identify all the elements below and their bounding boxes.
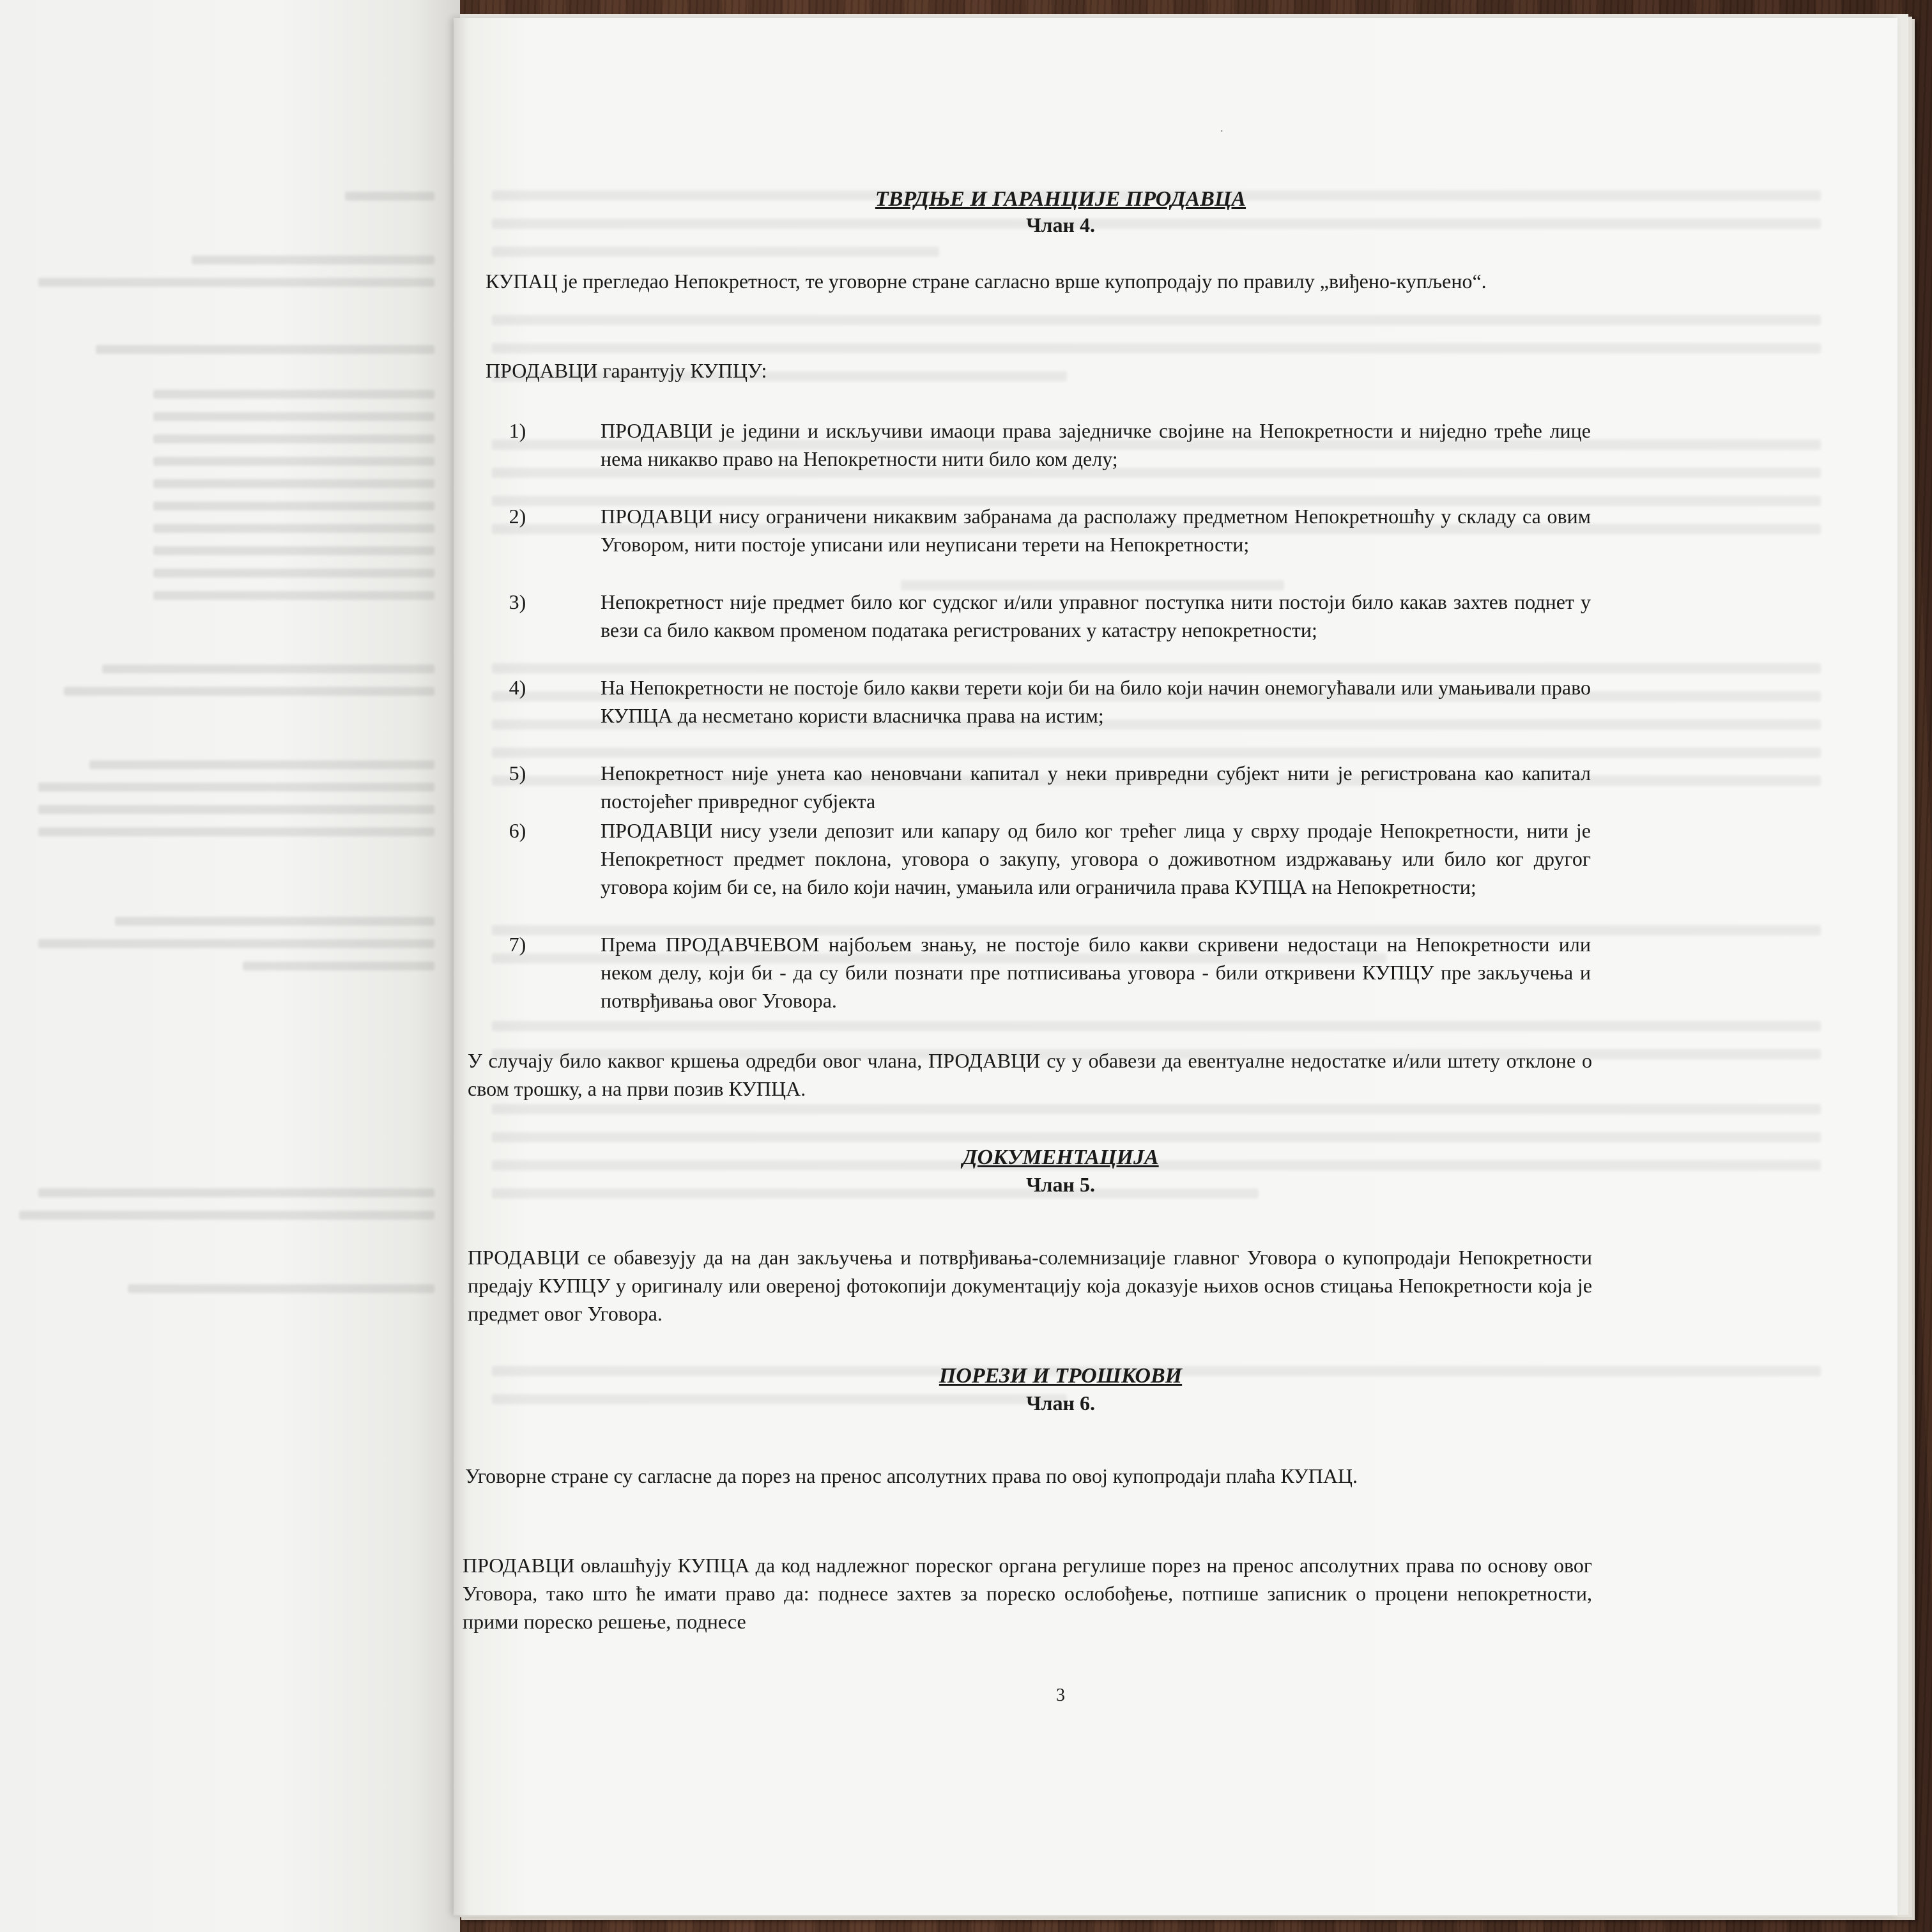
item-text: ПРОДАВЦИ је једини и искључиви имаоци права заједничке својине на Непокретности и ниједно треће лице нема никакво право на Непокретности нити било ком делу; xyxy=(601,419,1591,470)
section6-paragraph-2: ПРОДАВЦИ овлашћују КУПЦА да код надлежног пореског органа регулише порез на пренос апсолутних права по основу овог Уговора, тако што ће имати право да: поднесе захтев за пореско ослобођење, потпише записник о процени непокретности, прими пореско решење, поднесе xyxy=(463,1554,1592,1633)
item-number: 2) xyxy=(509,505,526,528)
section6-paragraph-1: Уговорне стране су сагласне да порез на пренос апсолутних права по овој купопродаји плаћа КУПАЦ. xyxy=(465,1464,1358,1487)
section4-paragraph-3: У случају било каквог кршења одредби овог члана, ПРОДАВЦИ су у обавези да евентуалне недостатке и/или штету отклоне о свом трошку, а на први позив КУПЦА. xyxy=(468,1049,1592,1100)
page-content xyxy=(454,18,1897,1915)
item-text: Према ПРОДАВЧЕВОМ најбољем знању, не постоје било какви скривени недостаци на Непокретности или неком делу, који би - да су били познати пре потписивања уговора - били откривени КУПЦУ пре закључења и потврђивања овог Уговора. xyxy=(601,933,1591,1012)
section5-heading: ДОКУМЕНТАЦИЈА xyxy=(962,1146,1159,1169)
item-text: ПРОДАВЦИ нису ограничени никаквим забранама да располажу предметном Непокретношћу у складу са овим Уговором, нити постоје уписани или неуписани терети на Непокретности; xyxy=(601,505,1591,556)
item-text: На Непокретности не постоје било какви терети који би на било који начин онемогућавали или умањивали право КУПЦА да несметано користи власничка права на истим; xyxy=(601,676,1591,727)
section6-heading: ПОРЕЗИ И ТРОШКОВИ xyxy=(939,1364,1183,1388)
item-number: 4) xyxy=(509,676,526,699)
item-number: 7) xyxy=(509,933,526,956)
item-number: 5) xyxy=(509,762,526,785)
item-number: 6) xyxy=(509,819,526,842)
item-text: Непокретност није унета као неновчани капитал у неки привредни субјект нити је регистрована као капитал постојећег привредног субјекта xyxy=(601,762,1591,813)
section4-heading: ТВРДЊЕ И ГАРАНЦИЈЕ ПРОДАВЦА xyxy=(875,187,1246,211)
section4-paragraph-2: ПРОДАВЦИ гарантују КУПЦУ: xyxy=(486,359,767,382)
left-page-bleed-through xyxy=(0,172,447,1322)
item-text: ПРОДАВЦИ нису узели депозит или капару од било ког трећег лица у сврху продаје Непокретности, нити је Непокретност предмет поклона, уговора о закупу, уговора о доживотном издржавању или било ког другог уговора којим би се, на било који начин, умањила или ограничила права КУПЦА на Непокретности; xyxy=(601,819,1591,898)
section4-paragraph-1: КУПАЦ је прегледао Непокретност, те уговорне стране сагласно врше купопродају по правилу „виђено-купљено“. xyxy=(486,270,1487,293)
page-number: 3 xyxy=(1056,1685,1065,1705)
section4-article: Члан 4. xyxy=(1026,213,1095,236)
section5-paragraph-1: ПРОДАВЦИ се обавезују да на дан закључења и потврђивања-солемнизације главног Уговора о купопродаји Непокретности предају КУПЦУ у оригиналу или овереној фотокопији документацију која доказује њихов основ стицања Непокретности која је предмет овог Уговора. xyxy=(468,1246,1592,1325)
document-page xyxy=(454,18,1897,1915)
section6-article: Члан 6. xyxy=(1026,1392,1095,1414)
facing-left-page xyxy=(0,0,460,1932)
item-number: 1) xyxy=(509,419,526,442)
section5-article: Члан 5. xyxy=(1026,1173,1095,1196)
margin-mark: . xyxy=(1220,121,1223,134)
item-text: Непокретност није предмет било ког судског и/или управног поступка нити постоји било какав захтев поднет у вези са било каквом променом података регистрованих у катастру непокретности; xyxy=(601,590,1591,641)
item-number: 3) xyxy=(509,590,526,613)
